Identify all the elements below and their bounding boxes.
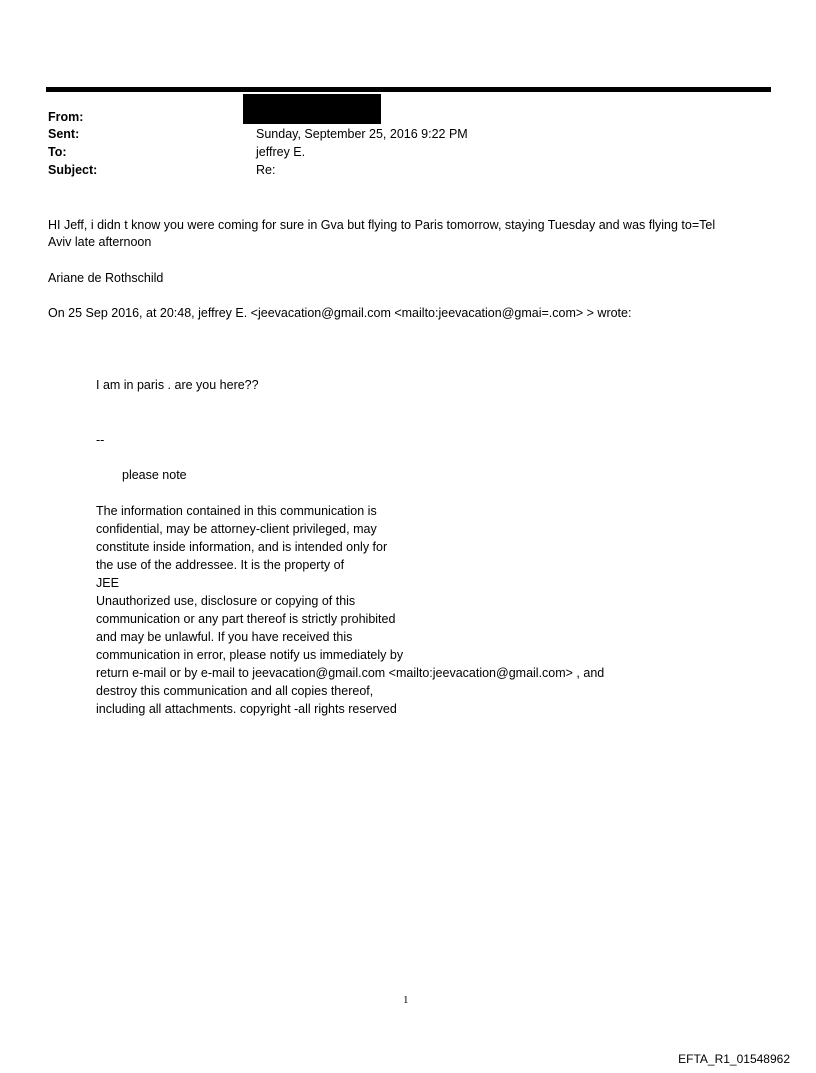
disclaimer-line: Unauthorized use, disclosure or copying of this [96,594,356,608]
disclaimer-line: The information contained in this communication is [96,504,377,518]
disclaimer-line: and may be unlawful. If you have received this [96,630,353,644]
reply-line-2: Aviv late afternoon [48,235,152,249]
quote-attribution: On 25 Sep 2016, at 20:48, jeffrey E. <jeevacation@gmail.com <mailto:jeevacation@gmai=.com> > wrote: [48,306,632,320]
to-label: To: [48,145,67,159]
subject-value: Re: [256,163,276,177]
signature-separator: -- [96,433,105,447]
reply-line-1: HI Jeff, i didn t know you were coming for sure in Gva but flying to Paris tomorrow, staying Tuesday and was flying to=Tel [48,218,716,232]
disclaimer-line: JEE [96,576,119,590]
disclaimer-line: communication in error, please notify us immediately by [96,648,404,662]
sent-value: Sunday, September 25, 2016 9:22 PM [256,127,468,141]
disclaimer-line: constitute inside information, and is intended only for [96,540,388,554]
subject-label: Subject: [48,163,98,177]
from-label: From: [48,110,84,124]
page-number: 1 [403,994,409,1006]
to-value: jeffrey E. [256,145,306,159]
disclaimer-line: confidential, may be attorney-client privileged, may [96,522,377,536]
disclaimer-line: return e-mail or by e-mail to jeevacation@gmail.com <mailto:jeevacation@gmail.com> , and [96,666,605,680]
quoted-message: I am in paris . are you here?? [96,378,259,392]
redaction-box [243,94,381,124]
please-note: please note [122,468,187,482]
signature: Ariane de Rothschild [48,271,164,285]
disclaimer-line: destroy this communication and all copies thereof, [96,684,374,698]
disclaimer-line: communication or any part thereof is strictly prohibited [96,612,396,626]
header-rule [46,87,771,92]
bates-number: EFTA_R1_01548962 [678,1052,790,1066]
disclaimer-line: including all attachments. copyright -all rights reserved [96,702,397,716]
sent-label: Sent: [48,127,80,141]
disclaimer-line: the use of the addressee. It is the property of [96,558,345,572]
